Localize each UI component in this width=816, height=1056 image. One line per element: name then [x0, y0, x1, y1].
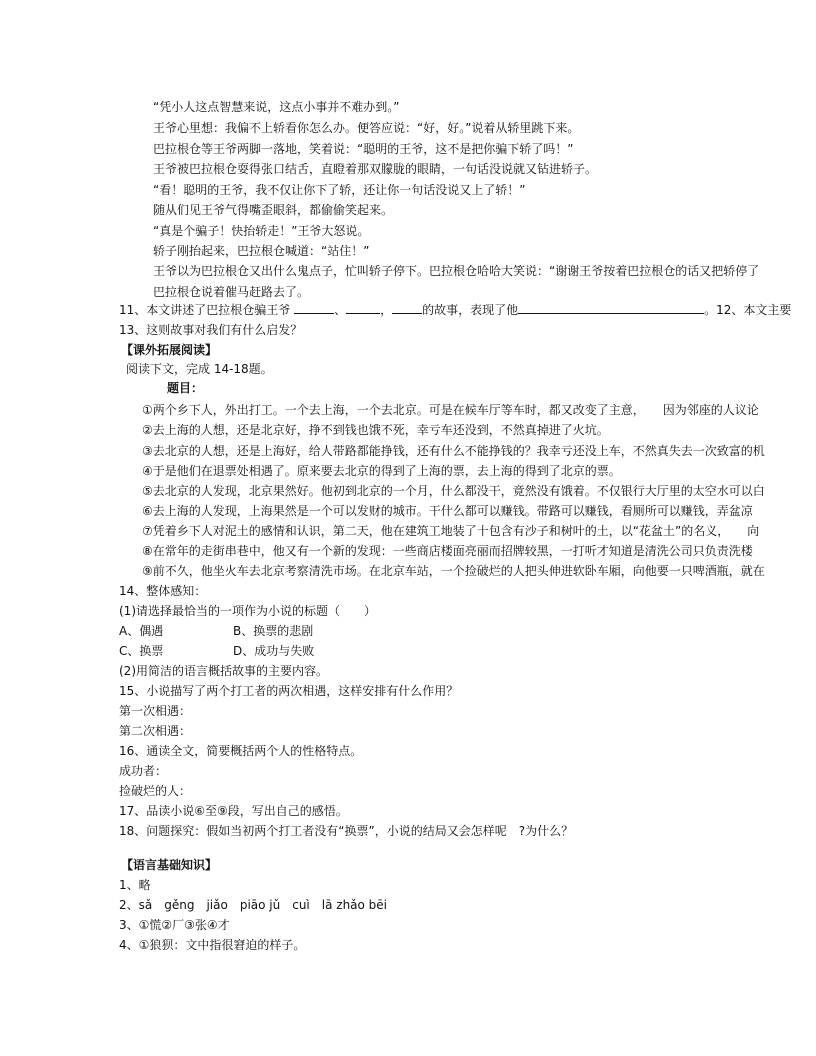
section-heading-extension: 【课外拓展阅读】: [121, 343, 218, 357]
story-line: “真是个骗子！快抬轿走！”王爷大怒说。: [153, 224, 370, 238]
answer-label: 成功者：: [119, 764, 168, 778]
question-16: 16、通读全文，简要概括两个人的性格特点。: [119, 744, 363, 758]
paragraph: ⑥去上海的人发现，上海果然是一个可以发财的城市。干什么都可以赚钱。带路可以赚钱，看厕所可以赚钱，弄盆凉: [142, 504, 753, 518]
story-line: 王爷心里想：我偏不上轿看你怎么办。便答应说：“好，好。”说着从轿里跳下来。: [153, 121, 580, 135]
paragraph: ⑨前不久，他坐火车去北京考察清洗市场。在北京车站，一个捡破烂的人把头伸进软卧车厢，向他要一只啤酒瓶，就在: [142, 564, 765, 578]
paragraph: ④于是他们在退票处相遇了。原来要去北京的得到了上海的票，去上海的得到了北京的票。: [142, 464, 621, 478]
reading-intro: 阅读下文，完成 14-18题。: [126, 362, 273, 376]
option-d: D、成功与失败: [233, 644, 315, 658]
option-c: C、换票: [119, 644, 164, 658]
paragraph: ⑤去北京的人发现，北京果然好。他初到北京的一个月，什么都没干，竟然没有饿着。不仅银行大厅里的太空水可以白: [142, 484, 765, 498]
story-line: “凭小人这点智慧来说，这点小事并不难办到。”: [153, 100, 400, 114]
story-line: 巴拉根仓等王爷两脚一落地，笑着说：“聪明的王爷，这不是把你骗下轿了吗！”: [153, 142, 574, 156]
question-11-sep: ，: [380, 303, 393, 317]
answer-line: 1、略: [119, 878, 151, 892]
option-b: B、换票的悲剧: [233, 624, 314, 638]
answer-label: 第一次相遇：: [119, 704, 192, 718]
answer-blank[interactable]: [294, 301, 334, 314]
story-line: 巴拉根仓说着催马赶路去了。: [153, 285, 310, 299]
story-line: 随从们见王爷气得嘴歪眼斜，都偷偷笑起来。: [153, 203, 394, 217]
question-11-sep: 、: [334, 303, 347, 317]
paragraph: ⑦凭着乡下人对泥土的感情和认识，第二天，他在建筑工地装了十包含有沙子和树叶的土，以“花盆土”的名义， 向: [142, 524, 760, 538]
question-11-tail: 。12、本文主要: [704, 303, 792, 317]
option-a: A、偶遇: [119, 624, 164, 638]
question-11-prefix: 11、本文讲述了巴拉根仓骗王爷: [119, 303, 291, 317]
paragraph: ①两个乡下人，外出打工。一个去上海，一个去北京。可是在候车厅等车时，都又改变了主意， 因为邻座的人议论: [142, 403, 759, 417]
title-label: 题目：: [167, 381, 204, 395]
answer-line: 3、①慌②厂③张④才: [119, 918, 230, 932]
question-18: 18、问题探究：假如当初两个打工者没有“换票”，小说的结局又会怎样呢 ?为什么？: [119, 824, 574, 838]
question-11: [119, 300, 791, 320]
paragraph: ②去上海的人想，还是北京好，挣不到钱也饿不死，幸亏车还没到，不然真掉进了火坑。: [142, 423, 609, 437]
question-14-2: (2)用简洁的语言概括故事的主要内容。: [119, 664, 328, 678]
story-line: “看！聪明的王爷，我不仅让你下了轿，还让你一句话没说又上了轿！”: [153, 183, 526, 197]
answer-blank[interactable]: [392, 301, 422, 314]
answer-label: 第二次相遇：: [119, 724, 192, 738]
answer-blank[interactable]: [518, 301, 704, 314]
question-11-mid: 的故事，表现了他: [422, 303, 519, 317]
answer-line: 2、sǎ gěng jiǎo piāo jǔ cuì lā zhǎo bēi: [119, 898, 388, 912]
question-15: 15、小说描写了两个打工者的两次相遇，这样安排有什么作用？: [119, 684, 459, 698]
question-17: 17、品读小说⑥至⑨段，写出自己的感悟。: [119, 804, 348, 818]
answer-line: 4、①狼狈：文中指很窘迫的样子。: [119, 938, 306, 952]
question-13: 13、这则故事对我们有什么启发？: [119, 323, 303, 337]
paragraph: ③去北京的人想，还是上海好，给人带路都能挣钱，还有什么不能挣钱的？我幸亏还没上车，不然真失去一次致富的机: [142, 444, 765, 458]
story-line: 轿子刚抬起来，巴拉根仓喊道：“站住！”: [153, 244, 370, 258]
answer-label: 捡破烂的人：: [119, 784, 192, 798]
story-line: 王爷被巴拉根仓耍得张口结舌，直瞪着那双朦胧的眼睛，一句话没说就又钻进轿子。: [153, 162, 598, 176]
paragraph: ⑧在常年的走街串巷中，他又有一个新的发现：一些商店楼面亮丽而招牌较黑，一打听才知道是清洗公司只负责洗楼: [142, 544, 753, 558]
question-14-1: (1)请选择最恰当的一项作为小说的标题（ ）: [119, 604, 376, 618]
story-line: 王爷以为巴拉根仓又出什么鬼点子，忙叫轿子停下。巴拉根仓哈哈大笑说：“谢谢王爷按着巴拉根仓的话又把轿停了: [153, 264, 760, 278]
section-heading-language: 【语言基础知识】: [121, 858, 218, 872]
question-14: 14、整体感知：: [119, 584, 207, 598]
answer-blank[interactable]: [346, 301, 380, 314]
